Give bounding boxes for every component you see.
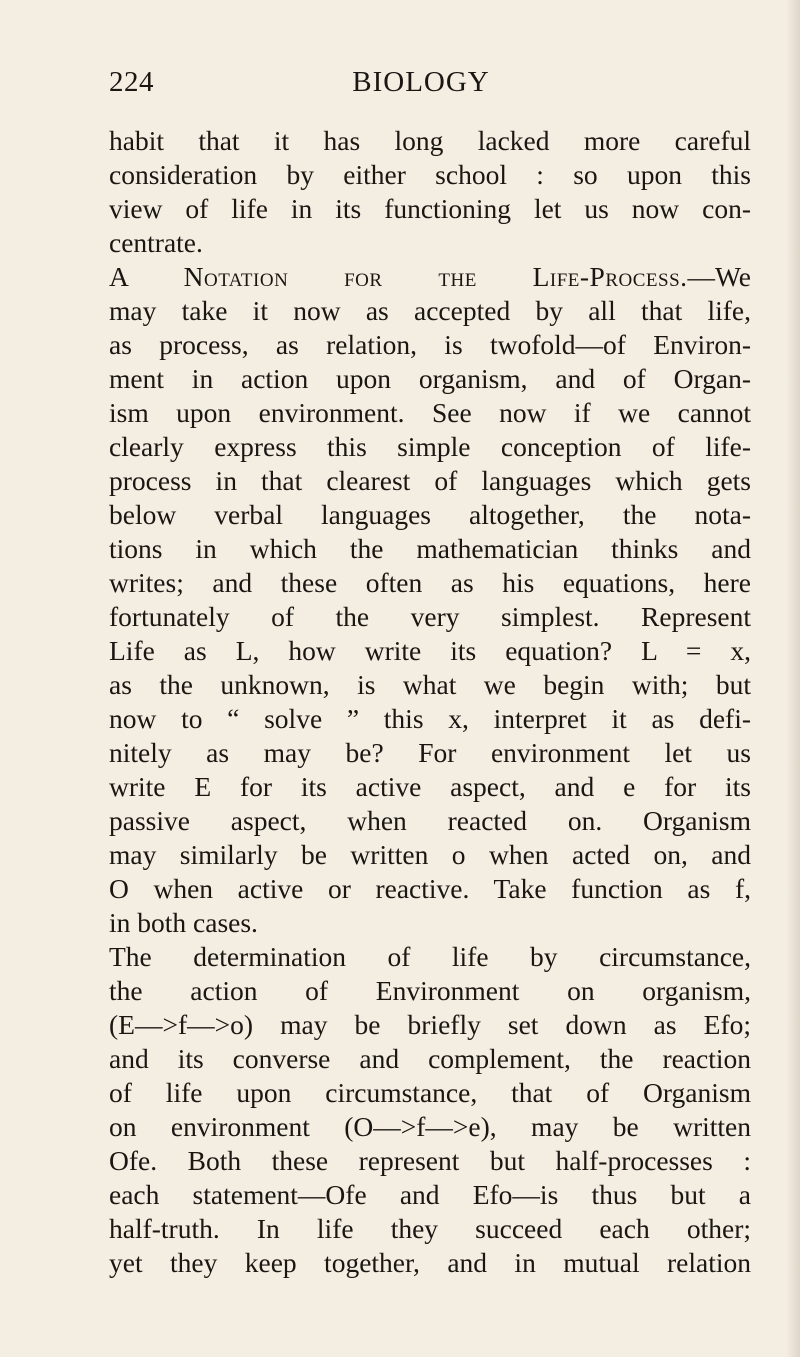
text-line: fortunately of the very simplest. Represent xyxy=(109,601,751,632)
text-line: ment in action upon organism, and of Organ- xyxy=(109,363,751,394)
text-line: Life as L, how write its equation? L = x, xyxy=(109,635,751,666)
text-line: The determination of life by circumstance, xyxy=(109,941,751,972)
text-line: yet they keep together, and in mutual relation xyxy=(109,1247,751,1278)
text-line: may similarly be written o when acted on, and xyxy=(109,839,751,870)
text-line: on environment (O—>f—>e), may be written xyxy=(109,1111,751,1142)
text-line: nitely as may be? For environment let us xyxy=(109,737,751,768)
text-line: below verbal languages altogether, the nota- xyxy=(109,499,751,530)
text-line: in both cases. xyxy=(109,907,258,938)
text-line: writes; and these often as his equations, here xyxy=(109,567,751,598)
running-header xyxy=(109,66,733,106)
text-line: the action of Environment on organism, xyxy=(109,975,751,1006)
text-line: ism upon environment. See now if we cannot xyxy=(109,397,751,428)
section-heading-line xyxy=(109,260,751,294)
body-text xyxy=(109,124,751,1280)
text-line: process in that clearest of languages which gets xyxy=(109,465,751,496)
text-line: consideration by either school : so upon this xyxy=(109,159,751,190)
page-edge-shadow xyxy=(786,0,800,1357)
text-line: each statement—Ofe and Efo—is thus but a xyxy=(109,1179,751,1210)
text-line: write E for its active aspect, and e for its xyxy=(109,771,751,802)
text-line: clearly express this simple conception of life- xyxy=(109,431,751,462)
text-line: Ofe. Both these represent but half-processes : xyxy=(109,1145,751,1176)
text-line: as process, as relation, is twofold—of Environ- xyxy=(109,329,751,360)
running-title: BIOLOGY xyxy=(352,66,490,98)
text-line: as the unknown, is what we begin with; but xyxy=(109,669,751,700)
page-number: 224 xyxy=(109,66,154,98)
text-line: and its converse and complement, the reaction xyxy=(109,1043,751,1074)
text-line: (E—>f—>o) may be briefly set down as Efo; xyxy=(109,1009,751,1040)
text-line: centrate. xyxy=(109,227,203,258)
text-line: O when active or reactive. Take function as f, xyxy=(109,873,751,904)
text-line: half-truth. In life they succeed each other; xyxy=(109,1213,751,1244)
text-line: habit that it has long lacked more careful xyxy=(109,125,751,156)
section-heading: A Notation for the Life-Process. xyxy=(109,261,688,292)
text-line: view of life in its functioning let us now con- xyxy=(109,193,751,224)
text-line: may take it now as accepted by all that life, xyxy=(109,295,751,326)
text-line: of life upon circumstance, that of Organism xyxy=(109,1077,751,1108)
text-line: passive aspect, when reacted on. Organism xyxy=(109,805,751,836)
text-line: tions in which the mathematician thinks and xyxy=(109,533,751,564)
text-line: now to “ solve ” this x, interpret it as defi- xyxy=(109,703,751,734)
text-fragment: —We xyxy=(687,261,751,292)
